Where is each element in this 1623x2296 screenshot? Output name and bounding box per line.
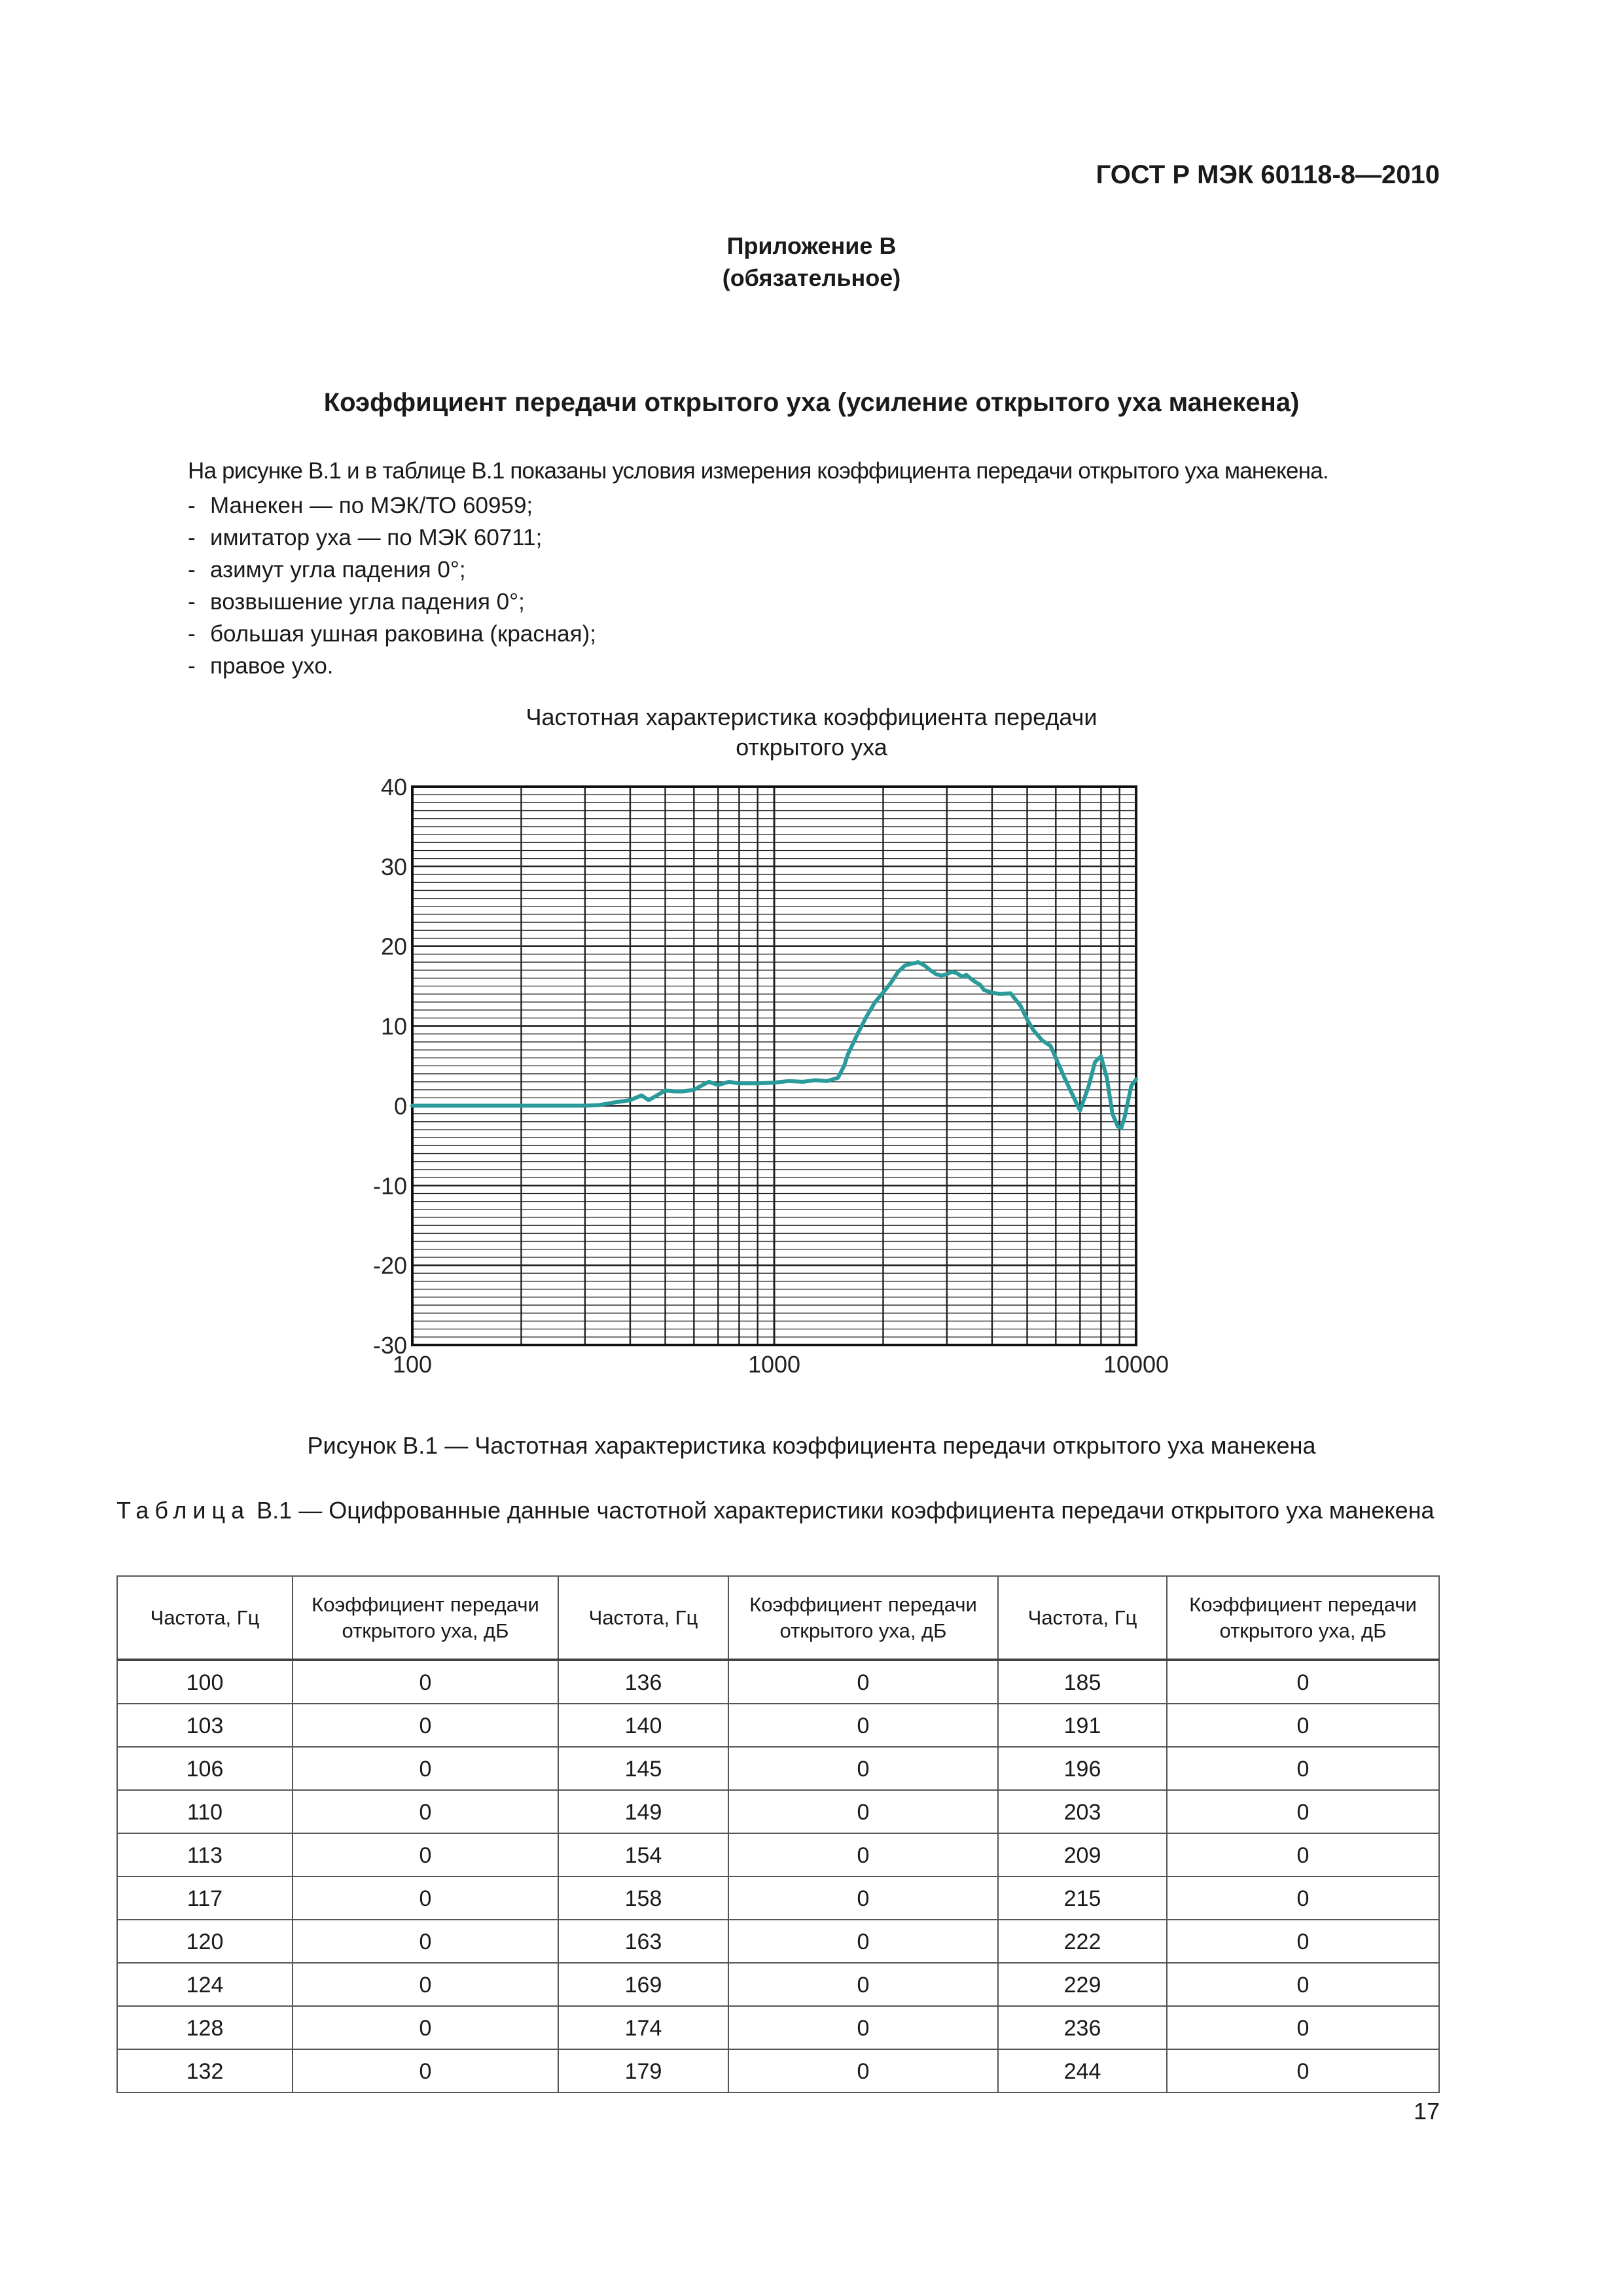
gain-cell: 0 [1167, 2006, 1439, 2049]
gain-cell: 0 [293, 1920, 558, 1963]
gain-cell: 0 [728, 1704, 998, 1747]
table-row [117, 1833, 1439, 1876]
column-header-gain: Коэффициент передачи открытого уха, дБ [728, 1576, 998, 1660]
table-row [117, 2049, 1439, 2092]
frequency-cell: 169 [558, 1963, 728, 2006]
x-tick-label: 10000 [1103, 1351, 1169, 1378]
condition-text: правое ухо. [210, 653, 334, 679]
gain-cell: 0 [1167, 1833, 1439, 1876]
column-header-frequency: Частота, Гц [998, 1576, 1167, 1660]
table-row [117, 1704, 1439, 1747]
frequency-cell: 145 [558, 1747, 728, 1790]
y-tick-label: -30 [372, 1332, 407, 1359]
table-row [117, 1920, 1439, 1963]
frequency-cell: 124 [117, 1963, 293, 2006]
gain-cell: 0 [728, 1747, 998, 1790]
x-tick-label: 100 [392, 1351, 433, 1378]
gain-cell: 0 [728, 1963, 998, 2006]
y-tick-label: 10 [380, 1013, 407, 1040]
frequency-cell: 100 [117, 1660, 293, 1704]
frequency-cell: 209 [998, 1833, 1167, 1876]
frequency-cell: 185 [998, 1660, 1167, 1704]
condition-item: - азимут угла падения 0°; [188, 557, 466, 583]
gain-cell: 0 [293, 1704, 558, 1747]
y-tick-label: -20 [372, 1252, 407, 1280]
frequency-cell: 103 [117, 1704, 293, 1747]
gain-cell: 0 [1167, 1920, 1439, 1963]
gain-cell: 0 [1167, 1963, 1439, 2006]
standard-number: ГОСТ Р МЭК 60118-8—2010 [1096, 160, 1440, 189]
frequency-cell: 140 [558, 1704, 728, 1747]
column-header-frequency: Частота, Гц [558, 1576, 728, 1660]
gain-cell: 0 [728, 1876, 998, 1920]
gain-cell: 0 [293, 1660, 558, 1704]
frequency-cell: 106 [117, 1747, 293, 1790]
condition-text: большая ушная раковина (красная); [210, 621, 596, 647]
frequency-cell: 191 [998, 1704, 1167, 1747]
gain-cell: 0 [293, 2049, 558, 2092]
frequency-cell: 163 [558, 1920, 728, 1963]
frequency-cell: 132 [117, 2049, 293, 2092]
frequency-cell: 203 [998, 1790, 1167, 1833]
gain-cell: 0 [728, 2049, 998, 2092]
page-number: 17 [1413, 2098, 1440, 2125]
gain-cell: 0 [1167, 1876, 1439, 1920]
y-tick-label: -10 [372, 1172, 407, 1200]
table-header-row [117, 1576, 1439, 1660]
frequency-cell: 222 [998, 1920, 1167, 1963]
figure-caption: Рисунок В.1 — Частотная характеристика коэффициента передачи открытого уха манекена [307, 1432, 1316, 1459]
gain-cell: 0 [1167, 2049, 1439, 2092]
data-table [116, 1575, 1440, 2093]
gain-cell: 0 [728, 1790, 998, 1833]
frequency-cell: 136 [558, 1660, 728, 1704]
frequency-cell: 236 [998, 2006, 1167, 2049]
condition-text: имитатор уха — по МЭК 60711; [210, 525, 543, 550]
chart-title-line: Частотная характеристика коэффициента передачи [526, 704, 1097, 730]
gain-cell: 0 [728, 1660, 998, 1704]
frequency-response-chart [340, 772, 1191, 1394]
frequency-cell: 229 [998, 1963, 1167, 2006]
table-row [117, 1660, 1439, 1704]
condition-item: - большая ушная раковина (красная); [188, 621, 596, 647]
gain-cell: 0 [293, 1876, 558, 1920]
frequency-cell: 158 [558, 1876, 728, 1920]
frequency-cell: 154 [558, 1833, 728, 1876]
column-header-gain: Коэффициент передачи открытого уха, дБ [1167, 1576, 1439, 1660]
gain-cell: 0 [728, 1920, 998, 1963]
frequency-cell: 110 [117, 1790, 293, 1833]
frequency-cell: 179 [558, 2049, 728, 2092]
frequency-cell: 174 [558, 2006, 728, 2049]
table-caption-text: В.1 — Оцифрованные данные частотной характеристики коэффициента передачи открытого уха манекена [250, 1497, 1435, 1524]
y-tick-label: 0 [393, 1092, 407, 1120]
table-caption [116, 1496, 1438, 1526]
condition-item: - Манекен — по МЭК/ТО 60959; [188, 493, 533, 518]
appendix-type: (обязательное) [722, 264, 901, 291]
table-row [117, 2006, 1439, 2049]
gain-cell: 0 [293, 1790, 558, 1833]
gain-cell: 0 [293, 1963, 558, 2006]
table-row [117, 1747, 1439, 1790]
column-header-frequency: Частота, Гц [117, 1576, 293, 1660]
gain-cell: 0 [293, 1833, 558, 1876]
intro-paragraph: На рисунке В.1 и в таблице В.1 показаны условия измерения коэффициента передачи открытого уха манекена. [188, 458, 1329, 484]
y-tick-label: 20 [380, 933, 407, 960]
gain-cell: 0 [728, 2006, 998, 2049]
condition-item: - возвышение угла падения 0°; [188, 589, 525, 615]
table-body [117, 1660, 1439, 2092]
gain-cell: 0 [1167, 1747, 1439, 1790]
table-caption-label: Таблица [116, 1497, 251, 1524]
gain-cell: 0 [1167, 1704, 1439, 1747]
frequency-cell: 120 [117, 1920, 293, 1963]
appendix-title: Приложение В [726, 232, 897, 259]
gain-cell: 0 [728, 1833, 998, 1876]
y-tick-label: 30 [380, 853, 407, 880]
condition-text: азимут угла падения 0°; [210, 557, 466, 583]
table-row [117, 1876, 1439, 1920]
column-header-gain: Коэффициент передачи открытого уха, дБ [293, 1576, 558, 1660]
frequency-cell: 149 [558, 1790, 728, 1833]
gain-cell: 0 [293, 2006, 558, 2049]
frequency-cell: 128 [117, 2006, 293, 2049]
gain-cell: 0 [1167, 1660, 1439, 1704]
frequency-cell: 196 [998, 1747, 1167, 1790]
gain-cell: 0 [1167, 1790, 1439, 1833]
frequency-cell: 113 [117, 1833, 293, 1876]
condition-item: - имитатор уха — по МЭК 60711; [188, 525, 543, 550]
table-row [117, 1790, 1439, 1833]
table-row [117, 1963, 1439, 2006]
condition-text: Манекен — по МЭК/ТО 60959; [210, 493, 533, 518]
frequency-cell: 244 [998, 2049, 1167, 2092]
x-tick-label: 1000 [747, 1351, 801, 1378]
frequency-cell: 117 [117, 1876, 293, 1920]
chart-title-line: открытого уха [736, 734, 887, 761]
frequency-cell: 215 [998, 1876, 1167, 1920]
gain-cell: 0 [293, 1747, 558, 1790]
y-tick-label: 40 [380, 774, 407, 800]
conditions-list [188, 490, 596, 682]
condition-item: - правое ухо. [188, 653, 334, 679]
chart-title [0, 702, 1623, 762]
section-title: Коэффициент передачи открытого уха (усиление открытого уха манекена) [323, 388, 1300, 417]
condition-text: возвышение угла падения 0°; [210, 589, 525, 615]
